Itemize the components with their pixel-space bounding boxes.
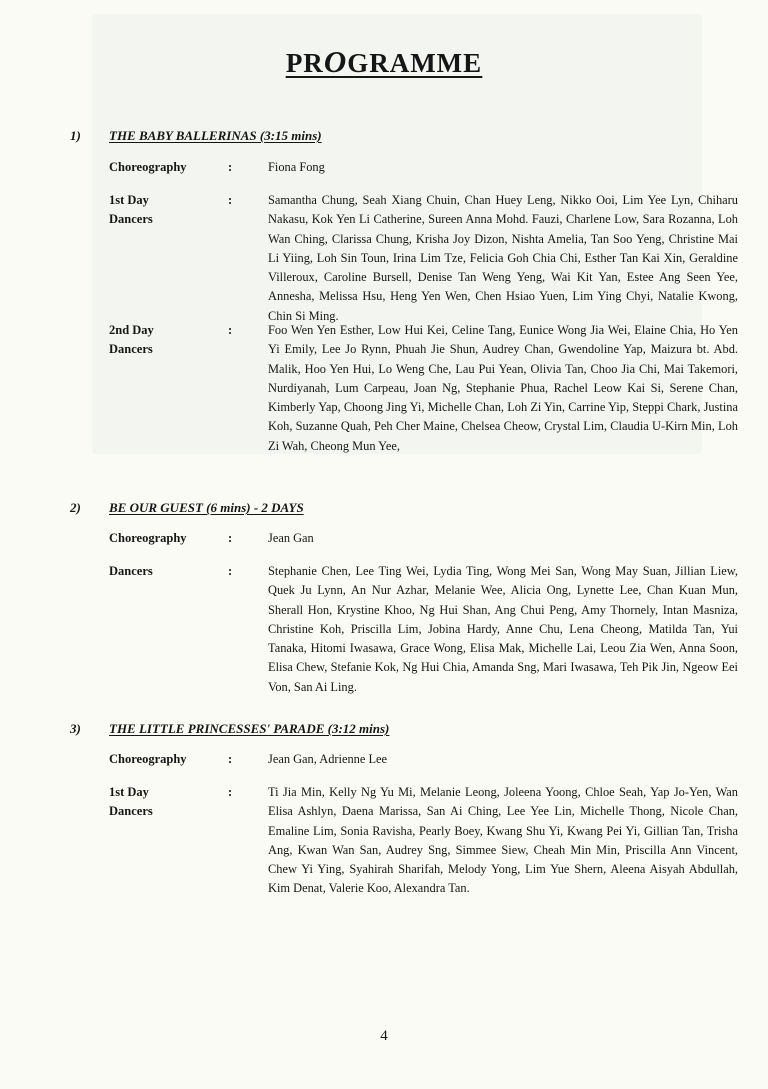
section-heading: BE OUR GUEST (6 mins) - 2 DAYS: [109, 500, 304, 515]
row-colon: :: [228, 193, 233, 207]
row-value: Foo Wen Yen Esther, Low Hui Kei, Celine Tang, Eunice Wong Jia Wei, Elaine Chia, Ho Yen Yi Emily, Lee Jo Rynn, Phuah Jie Shun, Audrey Chan, Gwendoline Yap, Maizura bt. Abd. Malik, Hoo Yen Hui, Lo Weng Che, Lau Pui Yean, Olivia Tan, Choo Jia Chi, Mai Takemori, Nurdiyanah, Lum Carpeau, Joan Ng, Stephanie Phua, Rachel Leow Kai Si, Serene Chan, Kimberly Yap, Choong Jing Yi, Michelle Chan, Loh Zi Yin, Carrine Yip, Steppi Chark, Justina Koh, Suzanne Quah, Peh Cher Maine, Chelsea Cheow, Crystal Lim, Claudia U-Kirn Min, Loh Zi Wah, Cheong Mun Yee,: [268, 323, 738, 453]
row-label: 2nd Day Dancers: [109, 323, 154, 357]
row-label: Choreography: [109, 531, 187, 545]
row-label: Choreography: [109, 160, 187, 174]
section-number: 1): [70, 128, 81, 143]
page-title: PROGRAMME: [285, 44, 483, 79]
page-number: 4: [380, 1028, 388, 1044]
title-italic-o: O: [323, 44, 348, 79]
row-value: Ti Jia Min, Kelly Ng Yu Mi, Melanie Leong, Joleena Yoong, Chloe Seah, Yap Jo-Yen, Wan Elisa Ashlyn, Daena Marissa, San Ai Ching, Lee Yee Lin, Michelle Thong, Nicole Chan, Emaline Lim, Sonia Ravisha, Pearly Boey, Kwang Shu Yi, Kwang Pei Yi, Gillian Tan, Trisha Ang, Kwan Wan San, Audrey Sng, Simmee Siew, Cheah Min Min, Priscilla Ann Vincent, Chew Yi Ying, Syahirah Sharifah, Melody Yong, Lim Yue Shern, Aleena Aisyah Abdullah, Kim Denat, Valerie Koo, Alexandra Tan.: [268, 785, 738, 896]
row-colon: :: [228, 785, 233, 799]
section-heading: THE LITTLE PRINCESSES' PARADE (3:12 mins): [109, 721, 390, 736]
section-number: 3): [70, 721, 81, 736]
row-value: Fiona Fong: [268, 160, 325, 174]
section-heading: THE BABY BALLERINAS (3:15 mins): [109, 128, 322, 143]
row-value: Samantha Chung, Seah Xiang Chuin, Chan Huey Leng, Nikko Ooi, Lim Yee Lyn, Chiharu Nakasu, Kok Yen Li Catherine, Sureen Anna Mohd. Fauzi, Charlene Low, Sara Rozanna, Loh Wan Ching, Clarissa Chung, Krisha Joy Dizon, Nishta Amelia, Tan Soo Yeng, Christine Mai Li Yiing, Loh Sin Toun, Irina Lim Tze, Felicia Goh Chia Chi, Esther Tan Kai Xin, Geraldine Villeroux, Caroline Bursell, Denise Tan Weng Yeng, Wai Kit Yan, Estee Ang Seen Yee, Annesha, Melissa Hsu, Heng Yen Wen, Chen Hsiao Yuen, Lim Ying Chyi, Natalie Kwong, Chin Si Ming.: [268, 193, 738, 323]
section-number: 2): [70, 500, 81, 515]
row-label: Dancers: [109, 564, 153, 578]
row-value: Jean Gan, Adrienne Lee: [268, 752, 388, 766]
row-colon: :: [228, 564, 233, 578]
row-label: 1st Day Dancers: [109, 193, 153, 227]
row-value: Jean Gan: [268, 531, 314, 545]
row-label: 1st Day Dancers: [109, 785, 153, 819]
row-colon: :: [228, 160, 233, 174]
row-colon: :: [228, 531, 233, 545]
row-colon: :: [228, 752, 233, 766]
row-label: Choreography: [109, 752, 187, 766]
row-colon: :: [228, 323, 233, 337]
row-value: Stephanie Chen, Lee Ting Wei, Lydia Ting, Wong Mei San, Wong May Suan, Jillian Liew, Quek Ju Lynn, An Nur Azhar, Melanie Wee, Alicia Ong, Lynette Lee, Chan Kuan Mun, Sherall Hon, Krystine Khoo, Ng Hui Shan, Ang Chui Peng, Amy Thornely, Intan Masniza, Christine Koh, Priscilla Lim, Jobina Hardy, Anne Chu, Lena Cheong, Matilda Tan, Yui Tanaka, Hitomi Iwasawa, Grace Wong, Elisa Mak, Michelle Lai, Leou Zia Wen, Anna Soon, Elisa Chew, Stefanie Kok, Ng Hui Chia, Amanda Sng, Mari Iwasawa, Teh Pik Jin, Ngeow Eei Von, San Ai Ling.: [268, 564, 738, 694]
